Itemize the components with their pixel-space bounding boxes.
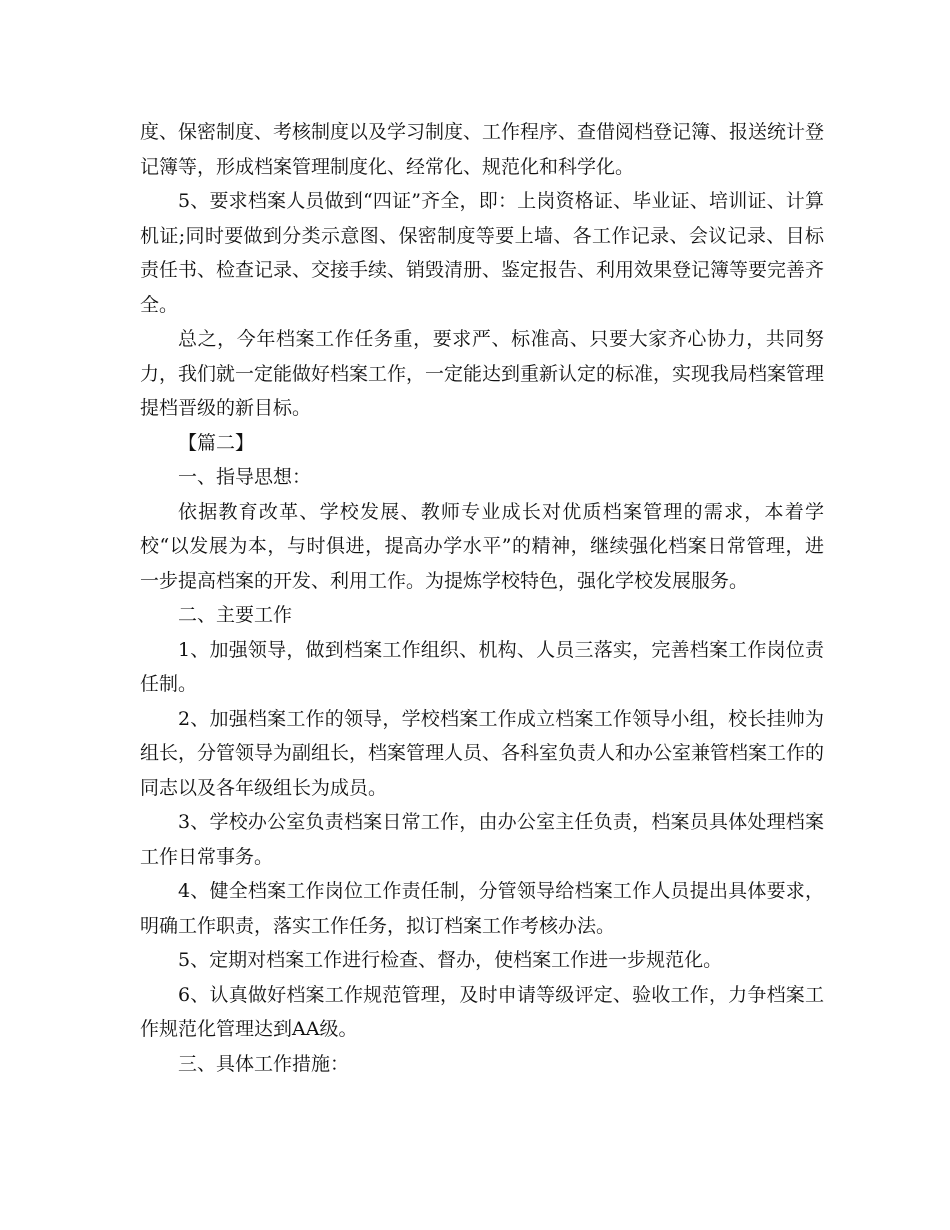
paragraph-item-2: 2、加强档案工作的领导，学校档案工作成立档案工作领导小组，校长挂帅为组长，分管领导为副组长，档案管理人员、各科室负责人和办公室兼管档案工作的同志以及各年级组长为成员。	[140, 707, 825, 799]
heading-guiding-ideology: 一、指导思想：	[178, 466, 312, 488]
paragraph-item-4: 4、健全档案工作岗位工作责任制，分管领导给档案工作人员提出具体要求，明确工作职责，落实工作任务，拟订档案工作考核办法。	[140, 880, 824, 937]
heading-main-work: 二、主要工作	[178, 604, 293, 626]
paragraph-item-5: 5、定期对档案工作进行检查、督办，使档案工作进一步规范化。	[178, 949, 723, 971]
section-heading-part-two: 【篇二】	[178, 431, 255, 454]
paragraph-conclusion: 总之，今年档案工作任务重，要求严、标准高、只要大家齐心协力，共同努力，我们就一定能做好档案工作，一定能达到重新认定的标准，实现我局档案管理提档晋级的新目标。	[140, 328, 825, 419]
document-body	[140, 115, 824, 1081]
paragraph-item-1: 1、加强领导，做到档案工作组织、机构、人员三落实，完善档案工作岗位责任制。	[140, 638, 824, 695]
paragraph-item-3: 3、学校办公室负责档案日常工作，由办公室主任负责，档案员具体处理档案工作日常事务。	[140, 811, 824, 868]
paragraph-item-5-four-certificates: 5、要求档案人员做到“四证”齐全，即：上岗资格证、毕业证、培训证、计算机证;同时要做到分类示意图、保密制度等要上墙、各工作记录、会议记录、目标责任书、检查记录、交接手续、销毁清册、鉴定报告、利用效果登记簿等要完善齐全。	[140, 190, 825, 316]
heading-specific-measures: 三、具体工作措施：	[178, 1052, 350, 1075]
paragraph-item-6: 6、认真做好档案工作规范管理，及时申请等级评定、验收工作，力争档案工作规范化管理达到AA级。	[140, 983, 824, 1040]
paragraph-continuation: 度、保密制度、考核制度以及学习制度、工作程序、查借阅档登记簿、报送统计登记簿等，形成档案管理制度化、经常化、规范化和科学化。	[140, 121, 825, 178]
paragraph-guiding-ideology: 依据教育改革、学校发展、教师专业成长对优质档案管理的需求，本着学校“以发展为本，与时俱进，提高办学水平”的精神，继续强化档案日常管理，进一步提高档案的开发、利用工作。为提炼学校特色，强化学校发展服务。	[140, 500, 824, 592]
